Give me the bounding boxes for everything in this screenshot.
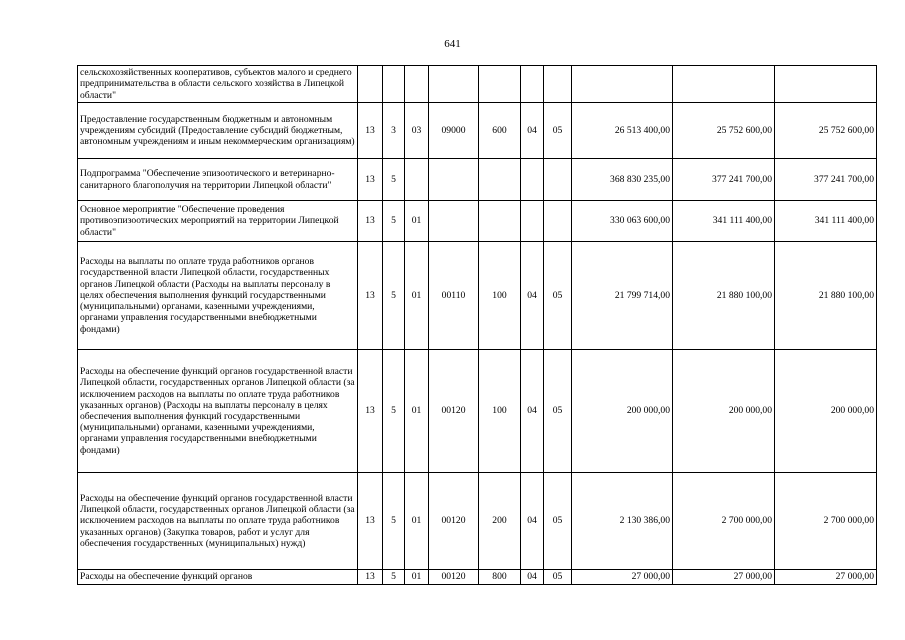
amount-year-3: 2 700 000,00 [775, 473, 877, 570]
amount-year-2 [673, 66, 775, 103]
subprogram-code: 5 [383, 350, 405, 473]
amount-year-1: 26 513 400,00 [572, 103, 673, 159]
subsection-code [544, 66, 572, 103]
amount-year-3: 21 880 100,00 [775, 242, 877, 350]
subprogram-code: 5 [383, 242, 405, 350]
row-description: Расходы на обеспечение функций органов [78, 570, 358, 585]
subsection-code: 05 [544, 473, 572, 570]
subsection-code [544, 201, 572, 242]
expense-type-code [479, 159, 521, 201]
expense-type-code: 100 [479, 350, 521, 473]
direction-code: 00120 [429, 473, 479, 570]
table-row [78, 66, 877, 103]
amount-year-2: 27 000,00 [673, 570, 775, 585]
direction-code: 00120 [429, 350, 479, 473]
section-code: 04 [521, 570, 544, 585]
subsection-code: 05 [544, 103, 572, 159]
row-description: Подпрограмма "Обеспечение эпизоотического и ветеринарно-санитарного благополучия на территории Липецкой области" [78, 159, 358, 201]
amount-year-1: 368 830 235,00 [572, 159, 673, 201]
table-row [78, 350, 877, 473]
section-code: 04 [521, 242, 544, 350]
program-code: 13 [358, 350, 383, 473]
row-description: Расходы на выплаты по оплате труда работников органов государственной власти Липецкой области, государственных органов Липецкой области (Расходы на выплаты персоналу в целях обеспечения выполнения функций государственными (муниципальными) органами, казенными учреждениями, органами управления государственными внебюджетными фондами) [78, 242, 358, 350]
section-code: 04 [521, 473, 544, 570]
direction-code [429, 159, 479, 201]
subprogram-code: 5 [383, 159, 405, 201]
activity-code: 01 [405, 242, 429, 350]
activity-code: 03 [405, 103, 429, 159]
program-code: 13 [358, 570, 383, 585]
section-code [521, 201, 544, 242]
amount-year-3: 25 752 600,00 [775, 103, 877, 159]
program-code: 13 [358, 159, 383, 201]
program-code: 13 [358, 242, 383, 350]
subprogram-code: 3 [383, 103, 405, 159]
amount-year-1: 21 799 714,00 [572, 242, 673, 350]
amount-year-1: 27 000,00 [572, 570, 673, 585]
amount-year-2: 341 111 400,00 [673, 201, 775, 242]
program-code: 13 [358, 103, 383, 159]
section-code: 04 [521, 103, 544, 159]
subprogram-code: 5 [383, 201, 405, 242]
amount-year-1: 330 063 600,00 [572, 201, 673, 242]
expense-type-code: 100 [479, 242, 521, 350]
amount-year-2: 200 000,00 [673, 350, 775, 473]
subsection-code [544, 159, 572, 201]
budget-table [77, 65, 877, 585]
expense-type-code: 200 [479, 473, 521, 570]
amount-year-2: 21 880 100,00 [673, 242, 775, 350]
table-row [78, 159, 877, 201]
amount-year-3: 27 000,00 [775, 570, 877, 585]
amount-year-2: 25 752 600,00 [673, 103, 775, 159]
subprogram-code: 5 [383, 570, 405, 585]
row-description: сельскохозяйственных кооперативов, субъектов малого и среднего предпринимательства в области сельского хозяйства в Липецкой области" [78, 66, 358, 103]
direction-code: 09000 [429, 103, 479, 159]
amount-year-1: 200 000,00 [572, 350, 673, 473]
expense-type-code: 800 [479, 570, 521, 585]
activity-code [405, 159, 429, 201]
subsection-code: 05 [544, 242, 572, 350]
amount-year-1: 2 130 386,00 [572, 473, 673, 570]
section-code [521, 66, 544, 103]
activity-code: 01 [405, 473, 429, 570]
amount-year-2: 2 700 000,00 [673, 473, 775, 570]
row-description: Расходы на обеспечение функций органов государственной власти Липецкой области, государственных органов Липецкой области (за исключением расходов на выплаты по оплате труда работников указанных органов) (Закупка товаров, работ и услуг для обеспечения государственных (муниципальных) нужд) [78, 473, 358, 570]
expense-type-code: 600 [479, 103, 521, 159]
amount-year-3: 377 241 700,00 [775, 159, 877, 201]
subprogram-code: 5 [383, 473, 405, 570]
program-code: 13 [358, 473, 383, 570]
activity-code: 01 [405, 350, 429, 473]
subsection-code: 05 [544, 570, 572, 585]
row-description: Расходы на обеспечение функций органов государственной власти Липецкой области, государственных органов Липецкой области (за исключением расходов на выплаты по оплате труда работников указанных органов) (Расходы на выплаты персоналу в целях обеспечения выполнения функций государственными (муниципальными) органами, казенными учреждениями, органами управления государственными внебюджетными фондами) [78, 350, 358, 473]
direction-code [429, 66, 479, 103]
program-code: 13 [358, 201, 383, 242]
table-row [78, 201, 877, 242]
activity-code [405, 66, 429, 103]
section-code [521, 159, 544, 201]
table-row [78, 570, 877, 585]
amount-year-2: 377 241 700,00 [673, 159, 775, 201]
table-row [78, 242, 877, 350]
row-description: Предоставление государственным бюджетным и автономным учреждениям субсидий (Предоставление субсидий бюджетным, автономным учреждениям и иным некоммерческим организациям) [78, 103, 358, 159]
amount-year-3: 200 000,00 [775, 350, 877, 473]
subprogram-code [383, 66, 405, 103]
direction-code: 00120 [429, 570, 479, 585]
expense-type-code [479, 201, 521, 242]
expense-type-code [479, 66, 521, 103]
amount-year-3: 341 111 400,00 [775, 201, 877, 242]
table-row [78, 473, 877, 570]
activity-code: 01 [405, 201, 429, 242]
amount-year-3 [775, 66, 877, 103]
row-description: Основное мероприятие "Обеспечение проведения противоэпизоотических мероприятий на территории Липецкой области" [78, 201, 358, 242]
activity-code: 01 [405, 570, 429, 585]
page-number: 641 [444, 38, 461, 50]
direction-code: 00110 [429, 242, 479, 350]
direction-code [429, 201, 479, 242]
program-code [358, 66, 383, 103]
subsection-code: 05 [544, 350, 572, 473]
amount-year-1 [572, 66, 673, 103]
table-row [78, 103, 877, 159]
section-code: 04 [521, 350, 544, 473]
